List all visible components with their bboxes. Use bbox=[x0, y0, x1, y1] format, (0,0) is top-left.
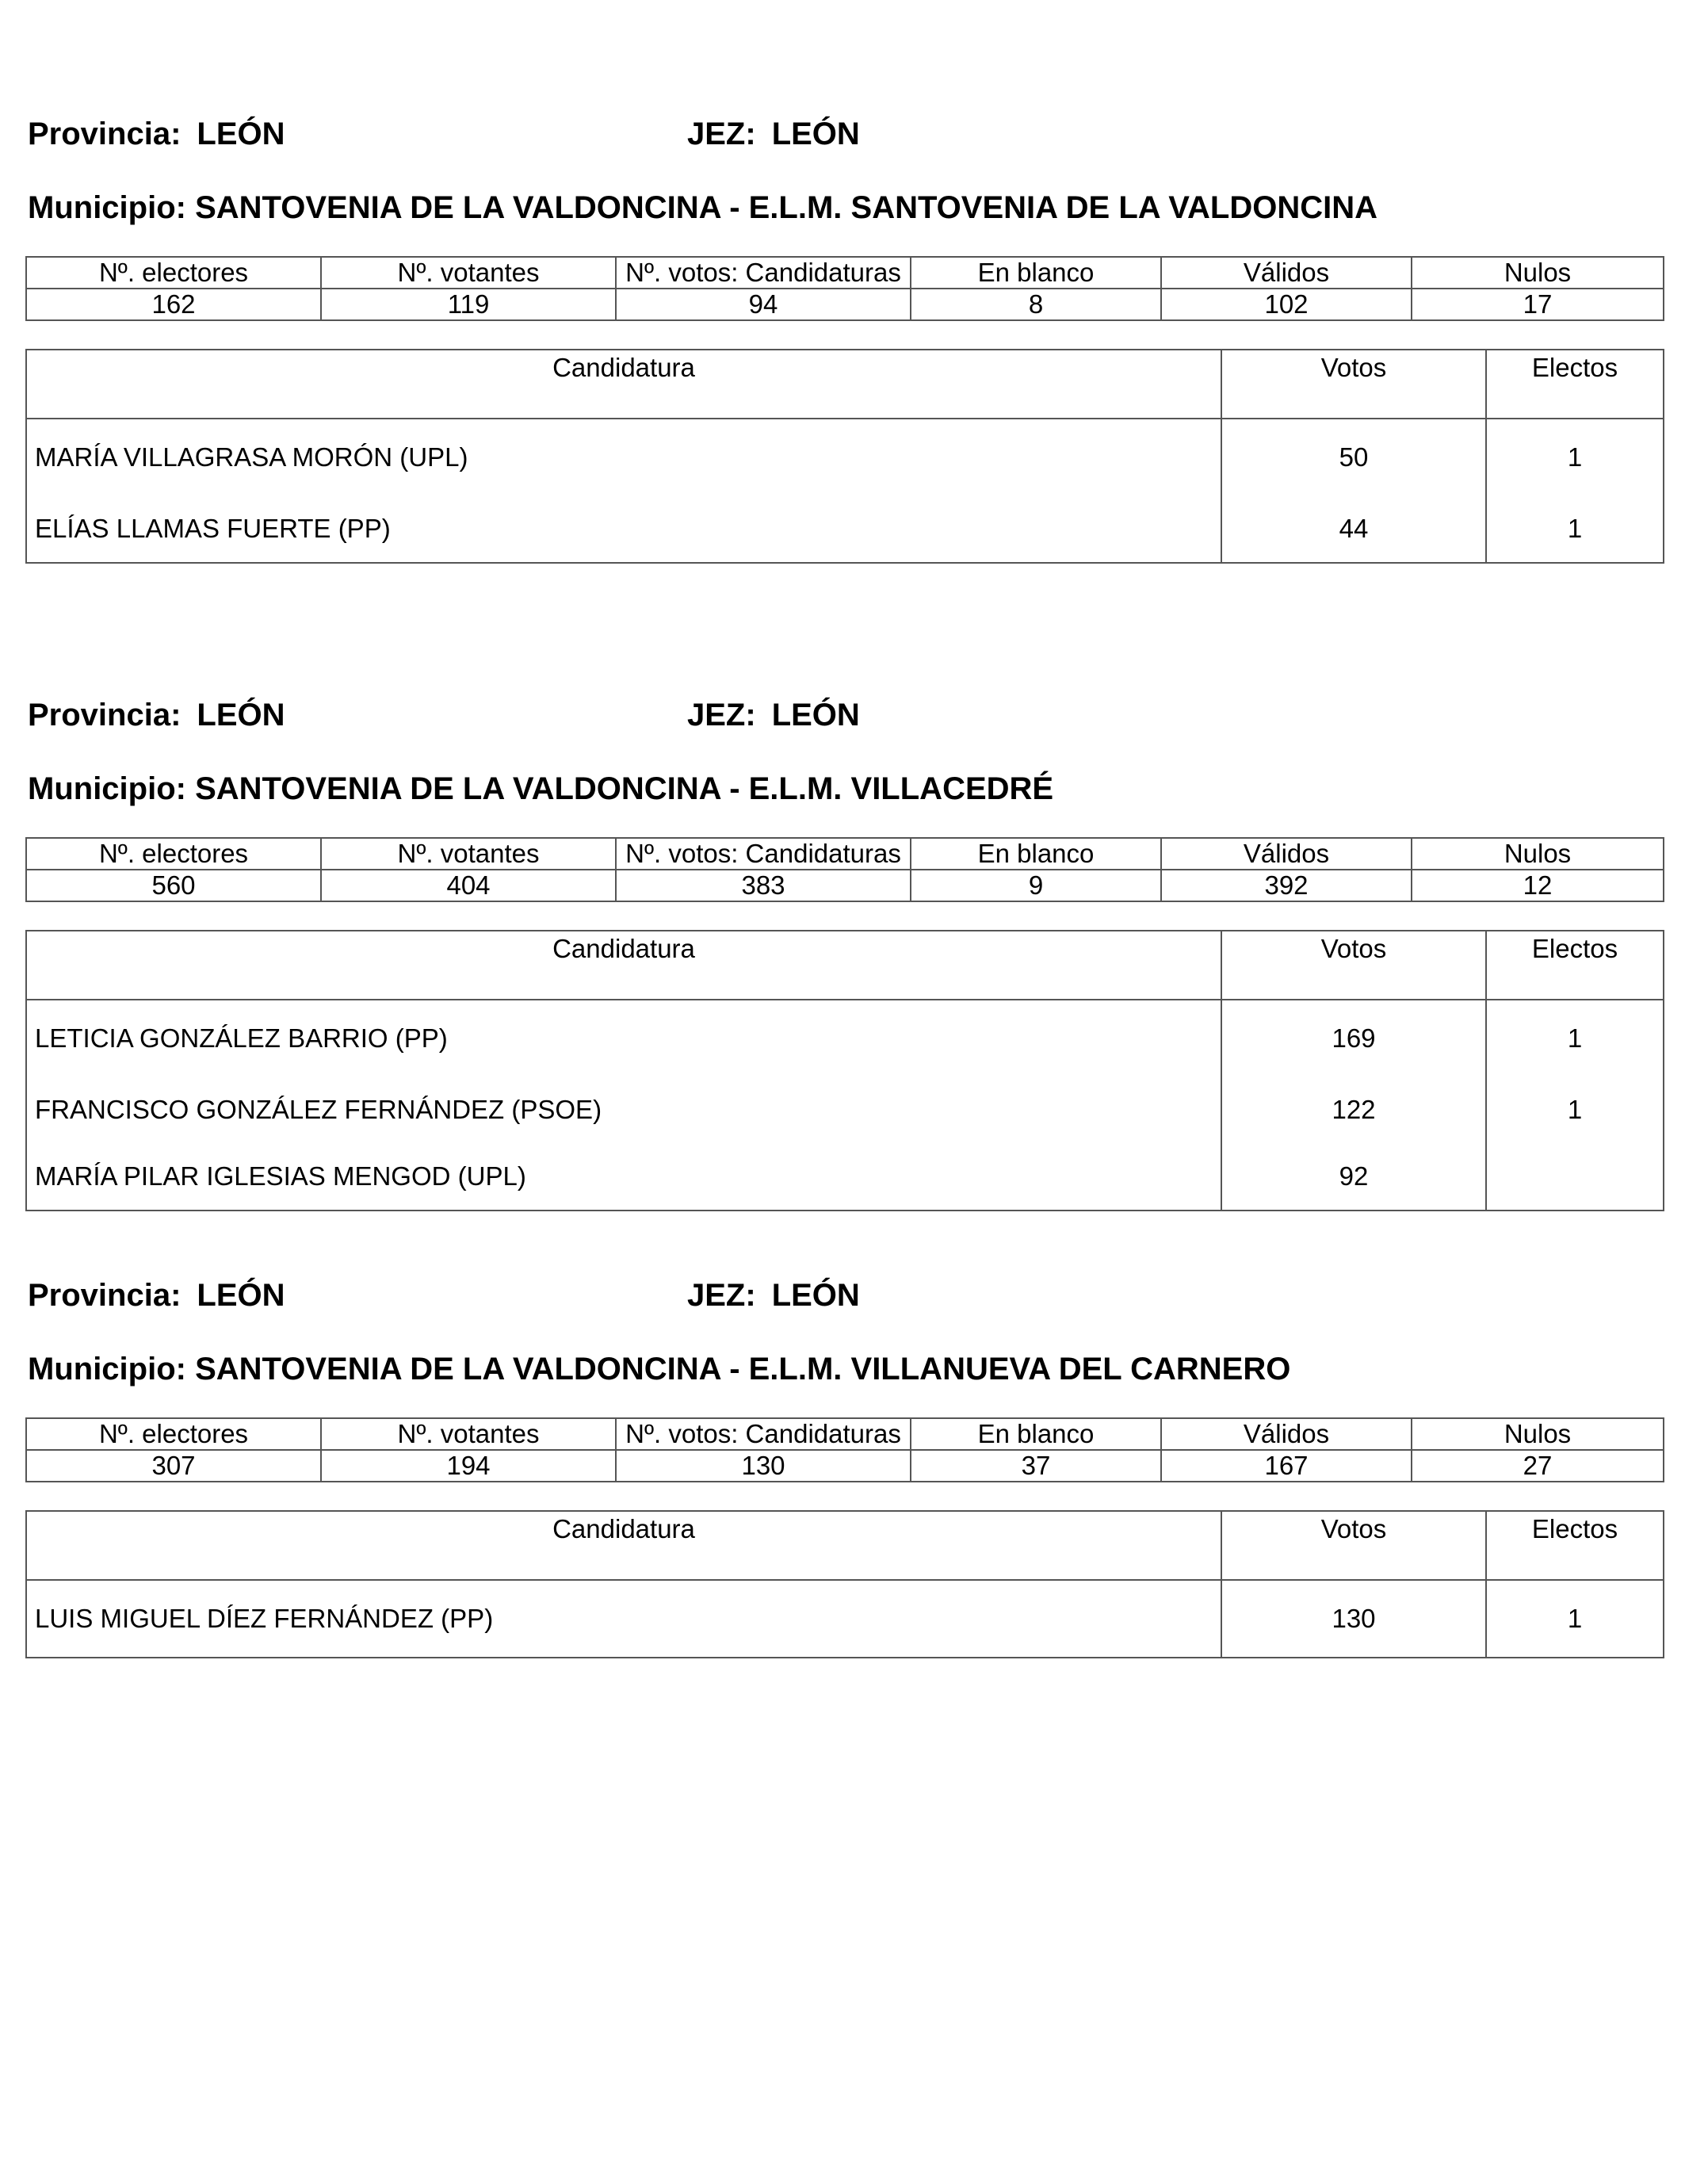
candidate-votes: 50 bbox=[1221, 419, 1486, 495]
candidate-row bbox=[26, 1077, 1664, 1143]
stat-votos-candidaturas: 94 bbox=[616, 289, 911, 320]
stat-votantes: 119 bbox=[321, 289, 616, 320]
cand-header-name: Candidatura bbox=[26, 350, 1221, 419]
stat-header-votos-candidaturas: Nº. votos: Candidaturas bbox=[616, 1418, 911, 1450]
cand-header-name: Candidatura bbox=[26, 1511, 1221, 1580]
stats-value-row bbox=[26, 289, 1664, 320]
stat-nulos: 17 bbox=[1412, 289, 1664, 320]
stat-header-votos-candidaturas: Nº. votos: Candidaturas bbox=[616, 838, 911, 870]
stats-header-row bbox=[26, 838, 1664, 870]
stat-validos: 167 bbox=[1161, 1450, 1412, 1482]
cand-header-name: Candidatura bbox=[26, 931, 1221, 1000]
candidate-name: LUIS MIGUEL DÍEZ FERNÁNDEZ (PP) bbox=[26, 1580, 1221, 1658]
stat-header-en-blanco: En blanco bbox=[911, 257, 1161, 289]
stats-value-row bbox=[26, 1450, 1664, 1482]
stat-votos-candidaturas: 383 bbox=[616, 870, 911, 901]
candidate-votes: 122 bbox=[1221, 1077, 1486, 1143]
stat-header-electores: Nº. electores bbox=[26, 838, 321, 870]
cand-header-votes: Votos bbox=[1221, 1511, 1486, 1580]
stat-header-en-blanco: En blanco bbox=[911, 1418, 1161, 1450]
stats-header-row bbox=[26, 1418, 1664, 1450]
provincia-header: Provincia: LEÓN bbox=[28, 1278, 285, 1313]
candidates-table bbox=[25, 1510, 1664, 1658]
stat-header-votantes: Nº. votantes bbox=[321, 838, 616, 870]
candidates-header-row bbox=[26, 931, 1664, 1000]
stat-header-votantes: Nº. votantes bbox=[321, 1418, 616, 1450]
stat-en-blanco: 8 bbox=[911, 289, 1161, 320]
cand-header-electos: Electos bbox=[1486, 350, 1664, 419]
municipio-header: Municipio: SANTOVENIA DE LA VALDONCINA - E.L.M. SANTOVENIA DE LA VALDONCINA bbox=[28, 190, 1377, 225]
candidate-name: LETICIA GONZÁLEZ BARRIO (PP) bbox=[26, 1000, 1221, 1077]
candidate-electos: 1 bbox=[1486, 1580, 1664, 1658]
stat-votantes: 404 bbox=[321, 870, 616, 901]
stat-header-en-blanco: En blanco bbox=[911, 838, 1161, 870]
stat-header-validos: Válidos bbox=[1161, 257, 1412, 289]
stat-header-votantes: Nº. votantes bbox=[321, 257, 616, 289]
municipio-header: Municipio: SANTOVENIA DE LA VALDONCINA - E.L.M. VILLACEDRÉ bbox=[28, 771, 1054, 806]
candidate-name: MARÍA PILAR IGLESIAS MENGOD (UPL) bbox=[26, 1143, 1221, 1211]
municipio-header: Municipio: SANTOVENIA DE LA VALDONCINA - E.L.M. VILLANUEVA DEL CARNERO bbox=[28, 1352, 1291, 1387]
candidate-row bbox=[26, 419, 1664, 495]
jez-header: JEZ: LEÓN bbox=[687, 1278, 860, 1313]
stat-header-votos-candidaturas: Nº. votos: Candidaturas bbox=[616, 257, 911, 289]
candidate-row bbox=[26, 1000, 1664, 1077]
stats-header-row bbox=[26, 257, 1664, 289]
candidate-votes: 169 bbox=[1221, 1000, 1486, 1077]
stat-nulos: 12 bbox=[1412, 870, 1664, 901]
jez-header: JEZ: LEÓN bbox=[687, 117, 860, 151]
candidate-row bbox=[26, 495, 1664, 563]
stat-electores: 162 bbox=[26, 289, 321, 320]
candidate-electos: 1 bbox=[1486, 1000, 1664, 1077]
candidate-name: MARÍA VILLAGRASA MORÓN (UPL) bbox=[26, 419, 1221, 495]
provincia-header: Provincia: LEÓN bbox=[28, 698, 285, 732]
stat-electores: 560 bbox=[26, 870, 321, 901]
stat-nulos: 27 bbox=[1412, 1450, 1664, 1482]
candidate-name: ELÍAS LLAMAS FUERTE (PP) bbox=[26, 495, 1221, 563]
cand-header-electos: Electos bbox=[1486, 1511, 1664, 1580]
candidate-votes: 92 bbox=[1221, 1143, 1486, 1211]
stat-header-electores: Nº. electores bbox=[26, 1418, 321, 1450]
cand-header-votes: Votos bbox=[1221, 350, 1486, 419]
stat-en-blanco: 9 bbox=[911, 870, 1161, 901]
jez-header: JEZ: LEÓN bbox=[687, 698, 860, 732]
candidate-votes: 44 bbox=[1221, 495, 1486, 563]
stat-header-validos: Válidos bbox=[1161, 838, 1412, 870]
candidates-table bbox=[25, 930, 1664, 1211]
cand-header-votes: Votos bbox=[1221, 931, 1486, 1000]
stats-table bbox=[25, 1417, 1664, 1482]
stat-header-validos: Válidos bbox=[1161, 1418, 1412, 1450]
candidates-header-row bbox=[26, 350, 1664, 419]
candidate-electos: 1 bbox=[1486, 495, 1664, 563]
stat-header-electores: Nº. electores bbox=[26, 257, 321, 289]
candidates-table bbox=[25, 349, 1664, 564]
stat-header-nulos: Nulos bbox=[1412, 838, 1664, 870]
stat-validos: 392 bbox=[1161, 870, 1412, 901]
stat-validos: 102 bbox=[1161, 289, 1412, 320]
candidate-row bbox=[26, 1143, 1664, 1211]
stat-header-nulos: Nulos bbox=[1412, 1418, 1664, 1450]
candidate-electos bbox=[1486, 1143, 1664, 1211]
stat-electores: 307 bbox=[26, 1450, 321, 1482]
candidates-header-row bbox=[26, 1511, 1664, 1580]
candidate-electos: 1 bbox=[1486, 1077, 1664, 1143]
stat-votantes: 194 bbox=[321, 1450, 616, 1482]
candidate-votes: 130 bbox=[1221, 1580, 1486, 1658]
stat-votos-candidaturas: 130 bbox=[616, 1450, 911, 1482]
stat-header-nulos: Nulos bbox=[1412, 257, 1664, 289]
cand-header-electos: Electos bbox=[1486, 931, 1664, 1000]
candidate-row bbox=[26, 1580, 1664, 1658]
stats-table bbox=[25, 837, 1664, 902]
stats-value-row bbox=[26, 870, 1664, 901]
provincia-header: Provincia: LEÓN bbox=[28, 117, 285, 151]
candidate-electos: 1 bbox=[1486, 419, 1664, 495]
stats-table bbox=[25, 256, 1664, 321]
candidate-name: FRANCISCO GONZÁLEZ FERNÁNDEZ (PSOE) bbox=[26, 1077, 1221, 1143]
stat-en-blanco: 37 bbox=[911, 1450, 1161, 1482]
